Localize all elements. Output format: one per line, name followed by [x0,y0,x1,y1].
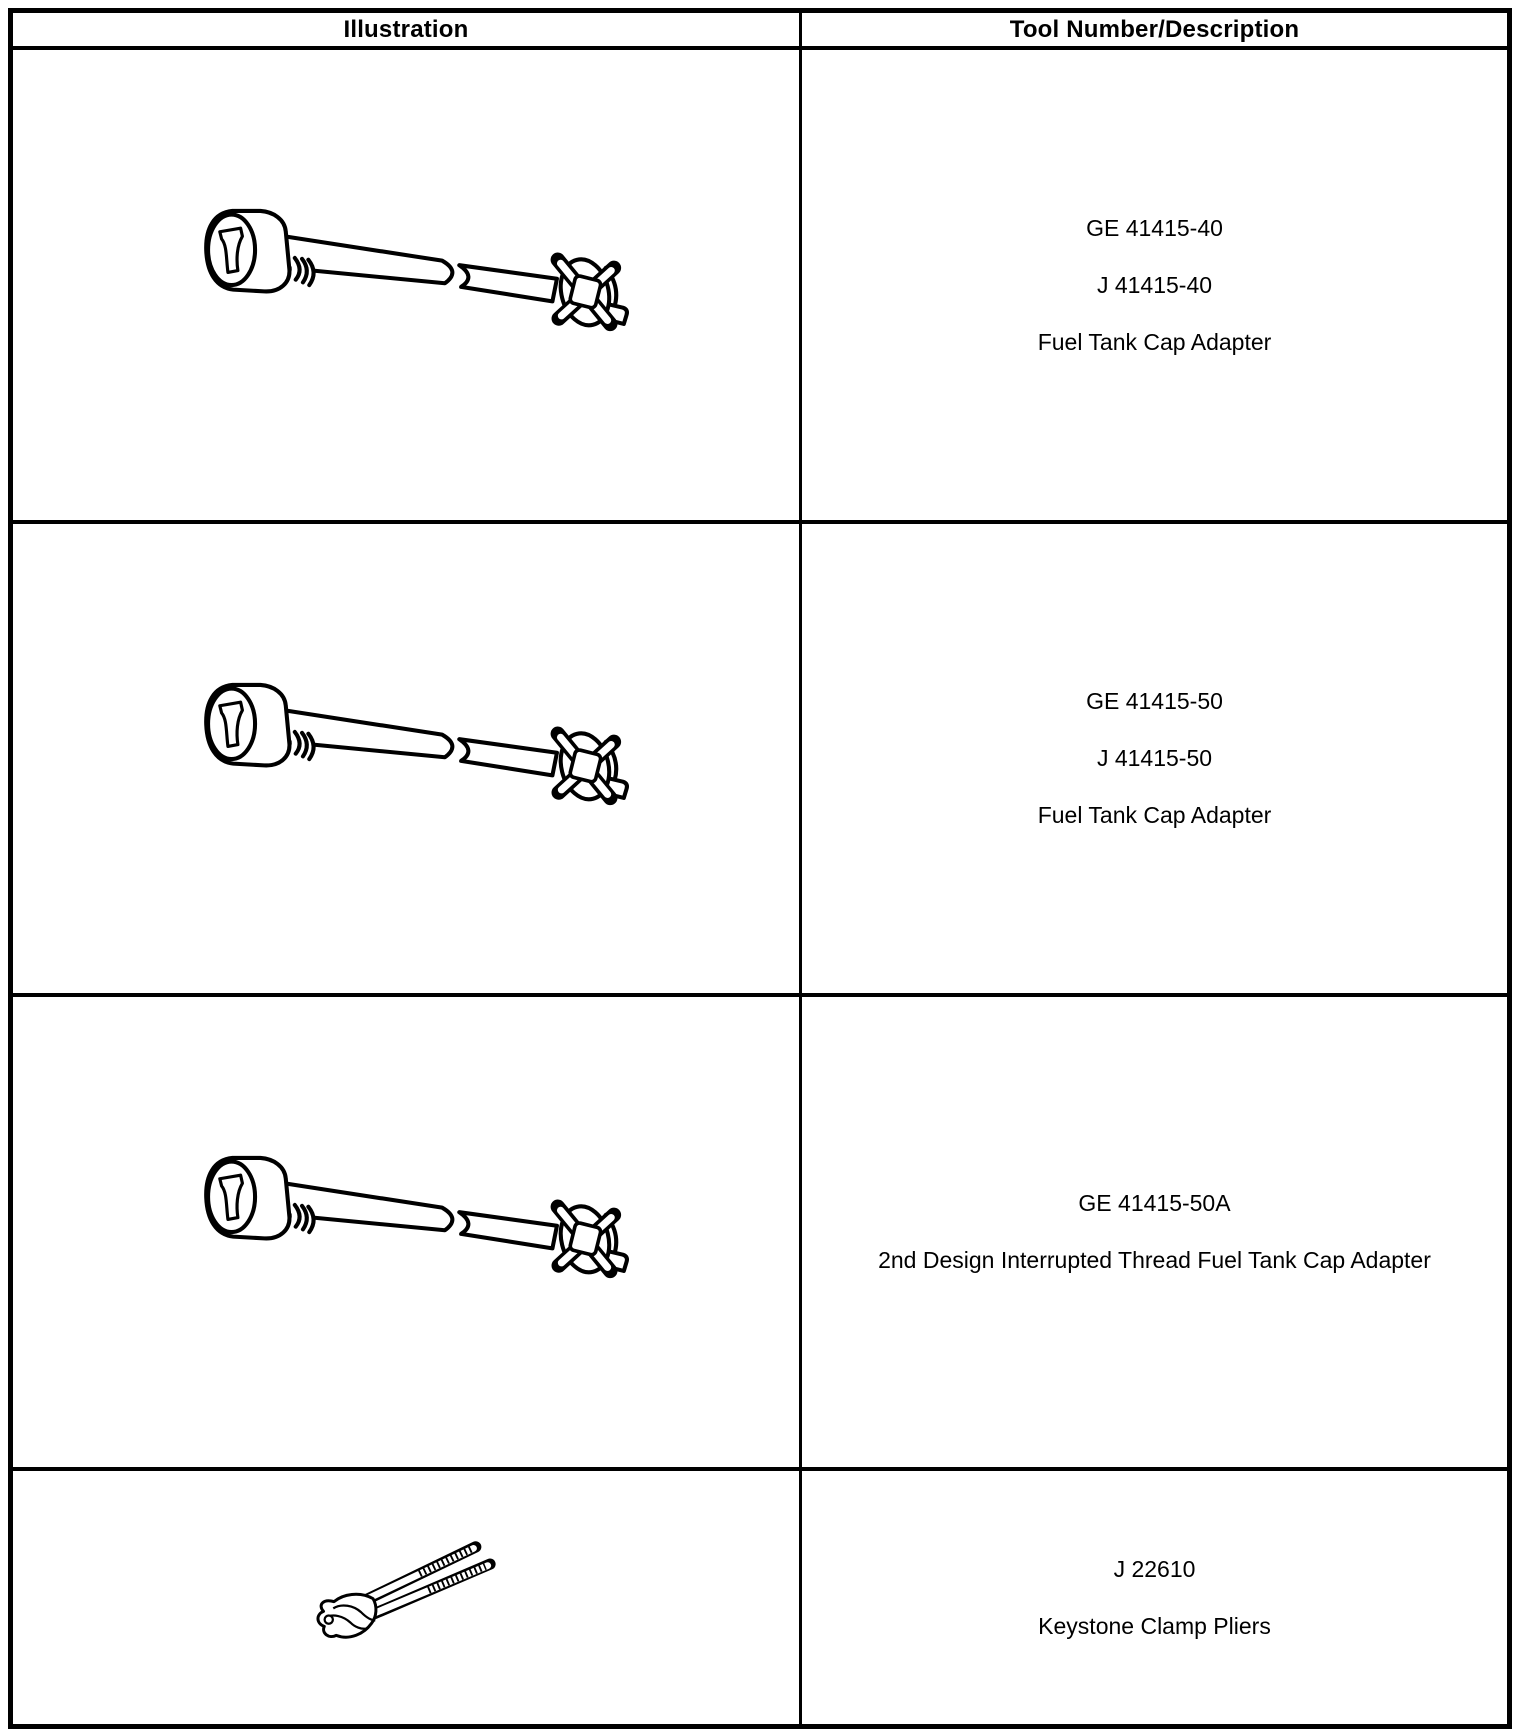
fuel-tank-cap-adapter-illustration [171,181,641,353]
column-header-illustration-label: Illustration [343,15,469,43]
fuel-tank-cap-adapter-illustration [171,655,641,827]
column-header-illustration [13,13,802,50]
table-row-2-description-cell [802,524,1507,997]
tool-number-line: J 22610 [1113,1555,1196,1582]
tool-description-line: Fuel Tank Cap Adapter [1037,802,1272,828]
fuel-tank-cap-adapter-illustration [171,1128,641,1300]
keystone-clamp-pliers-illustration [286,1510,526,1649]
tool-number-line: GE 41415-50A [1078,1190,1231,1216]
table-row-4-description-cell [802,1471,1507,1724]
table-row-1-description-cell [802,50,1507,524]
tool-number-line: J 41415-50 [1096,745,1213,771]
tool-description-line: Fuel Tank Cap Adapter [1037,328,1272,355]
column-header-tool [802,13,1507,50]
tool-description-line: 2nd Design Interrupted Thread Fuel Tank Cap Adapter [878,1247,1431,1273]
tool-number-line: GE 41415-40 [1086,214,1223,241]
special-tools-table [8,8,1512,1729]
tool-description-line: Keystone Clamp Pliers [1038,1612,1271,1639]
tool-number-line: GE 41415-50 [1086,688,1223,714]
table-row-4-illustration-cell [13,1471,802,1724]
table-row-1-illustration-cell [13,50,802,524]
table-row-3-illustration-cell [13,997,802,1471]
column-header-tool-label: Tool Number/Description [1009,15,1300,43]
table-row-2-illustration-cell [13,524,802,997]
table-row-3-description-cell [802,997,1507,1471]
tool-number-line: J 41415-40 [1096,271,1213,298]
